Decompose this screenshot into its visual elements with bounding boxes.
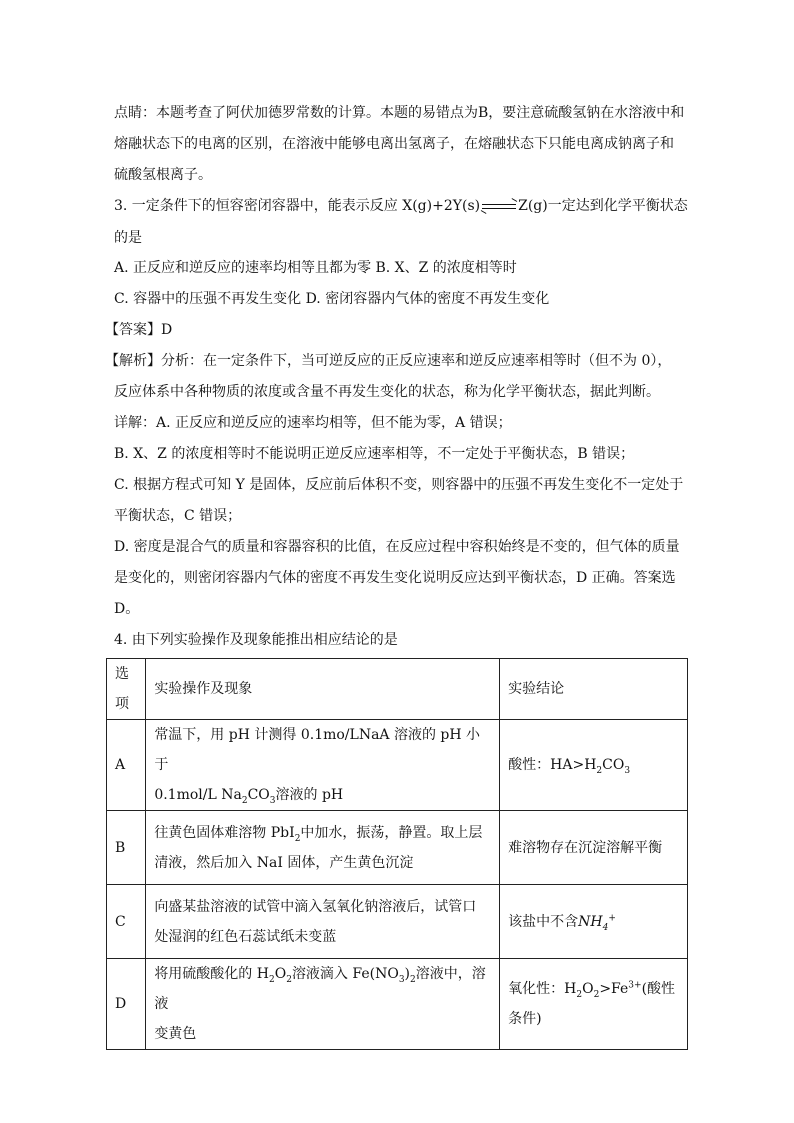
experiment-table — [106, 658, 688, 1050]
option-label: D — [107, 959, 146, 1050]
option-label: A — [107, 720, 146, 811]
question-3-stem-end: 的是 — [114, 230, 142, 246]
header-operation: 实验操作及现象 — [146, 659, 500, 720]
operation-part: 溶液中，溶液 — [154, 966, 486, 1012]
operation-line-2: 处湿润的红色石蕊试纸未变蓝 — [154, 928, 337, 945]
ammonium-ion — [578, 912, 616, 933]
operation-part: 溶液滴入 Fe(NO — [291, 966, 399, 982]
table-header-row — [107, 659, 688, 720]
conclusion-part: (酸性条件) — [508, 981, 676, 1027]
operation-line-2: 清液，然后加入 NaI 固体，产生黄色沉淀 — [154, 854, 414, 871]
conclusion-part: >Fe — [599, 981, 629, 997]
subscript: 2 — [294, 833, 301, 844]
subscript: 4 — [602, 922, 609, 933]
table-row — [107, 885, 688, 959]
operation-cell — [146, 811, 500, 885]
subscript: 2 — [410, 974, 416, 985]
subscript: 2 — [241, 795, 248, 806]
conclusion-cell — [500, 885, 688, 959]
analysis-line-3: 详解：A. 正反应和逆反应的速率均相等，但不能为零，A 错误； — [114, 415, 512, 431]
operation-part: ) — [404, 966, 411, 982]
question-4-stem: 4. 由下列实验操作及现象能推出相应结论的是 — [114, 632, 398, 648]
question-3-stem-part-a: 3. 一定条件下的恒容密闭容器中，能表示反应 X(g)+2Y(s) — [114, 198, 481, 214]
superscript: 3+ — [628, 980, 642, 991]
conclusion-part: 氧化性：H — [508, 981, 577, 997]
analysis-line-2: 反应体系中各种物质的浓度或含量不再发生变化的状态，称为化学平衡状态，据此判断。 — [114, 384, 660, 400]
intro-line-2: 熔融状态下的电离的区别，在溶液中能够电离出氢离子，在熔融状态下只能电离成钠离子和 — [114, 136, 674, 152]
operation-cell — [146, 885, 500, 959]
operation-part: 将用硫酸酸化的 H — [154, 966, 269, 982]
formula-part: 溶液的 pH — [275, 787, 344, 803]
subscript: 2 — [268, 974, 275, 985]
analysis-line-9: D。 — [114, 601, 140, 617]
intro-line-1: 点睛：本题考查了阿伏加德罗常数的计算。本题的易错点为B，要注意硫酸氢钠在水溶液中和 — [114, 105, 685, 121]
table-row — [107, 720, 688, 811]
conclusion-part: O — [582, 981, 594, 997]
superscript: + — [608, 912, 616, 923]
operation-line-2 — [154, 780, 491, 810]
analysis-line-1: 【解析】分析：在一定条件下，当可逆反应的正反应速率和逆反应速率相等时（但不为 0）， — [105, 353, 672, 369]
intro-line-3: 硫酸氢根离子。 — [114, 167, 212, 183]
analysis-line-7: D. 密度是混合气的质量和容器容积的比值，在反应过程中容积始终是不变的，但气体的质量 — [114, 539, 680, 555]
subscript: 3 — [269, 795, 276, 806]
subscript: 2 — [593, 989, 600, 1000]
operation-cell — [146, 720, 500, 811]
formula-part: 0.1mol/L Na — [154, 787, 242, 803]
analysis-line-8: 是变化的，则密闭容器内气体的密度不再发生变化说明反应达到平衡状态，D 正确。答案选 — [114, 570, 676, 586]
operation-part: 往黄色固体难溶物 PbI — [154, 824, 295, 841]
conclusion-cell: 难溶物存在沉淀溶解平衡 — [500, 811, 688, 885]
formula-part: CO — [247, 787, 270, 803]
conclusion-cell — [500, 959, 688, 1050]
operation-line-1 — [154, 818, 491, 848]
question-3-stem — [114, 196, 688, 216]
option-label: C — [107, 885, 146, 959]
subscript: 2 — [596, 765, 603, 776]
option-label: B — [107, 811, 146, 885]
conclusion-cell — [500, 720, 688, 811]
subscript: 2 — [576, 989, 583, 1000]
ion-symbol: NH — [578, 913, 603, 930]
question-3-options-line-2: C. 容器中的压强不再发生变化 D. 密闭容器内气体的密度不再发生变化 — [114, 291, 550, 307]
equilibrium-arrow-icon — [481, 201, 517, 211]
operation-line-1: 向盛某盐溶液的试管中滴入氢氧化钠溶液后，试管口 — [154, 898, 477, 915]
analysis-line-5: C. 根据方程式可知 Y 是固体，反应前后体积不变，则容器中的压强不再发生变化不一定处于 — [114, 477, 684, 493]
operation-cell — [146, 959, 500, 1050]
header-option: 选项 — [107, 659, 146, 720]
operation-line-1: 常温下，用 pH 计测得 0.1mo/LNaA 溶液的 pH 小于 — [154, 727, 481, 773]
question-3-answer: 【答案】D — [105, 322, 173, 338]
conclusion-part: 该盐中不含 — [508, 913, 579, 930]
subscript: 3 — [398, 974, 405, 985]
subscript: 3 — [624, 765, 631, 776]
conclusion-part: CO — [602, 757, 625, 773]
question-3-stem-part-b: Z(g)一定达到化学平衡状态 — [518, 198, 688, 214]
conclusion-part: 酸性：HA>H — [508, 757, 597, 773]
operation-line-2: 变黄色 — [154, 1026, 197, 1042]
analysis-line-4: B. X、Z 的浓度相等时不能说明正逆反应速率相等，不一定处于平衡状态，B 错误； — [114, 446, 635, 462]
operation-line-1 — [154, 959, 491, 1019]
operation-part: 中加水，振荡，静置。取上层 — [300, 824, 483, 841]
header-conclusion: 实验结论 — [500, 659, 688, 720]
question-3-options-line-1: A. 正反应和逆反应的速率均相等且都为零 B. X、Z 的浓度相等时 — [114, 260, 517, 276]
operation-part: O — [274, 966, 287, 982]
subscript: 2 — [286, 974, 292, 985]
table-row — [107, 959, 688, 1050]
table-row — [107, 811, 688, 885]
analysis-line-6: 平衡状态，C 错误； — [114, 508, 242, 524]
